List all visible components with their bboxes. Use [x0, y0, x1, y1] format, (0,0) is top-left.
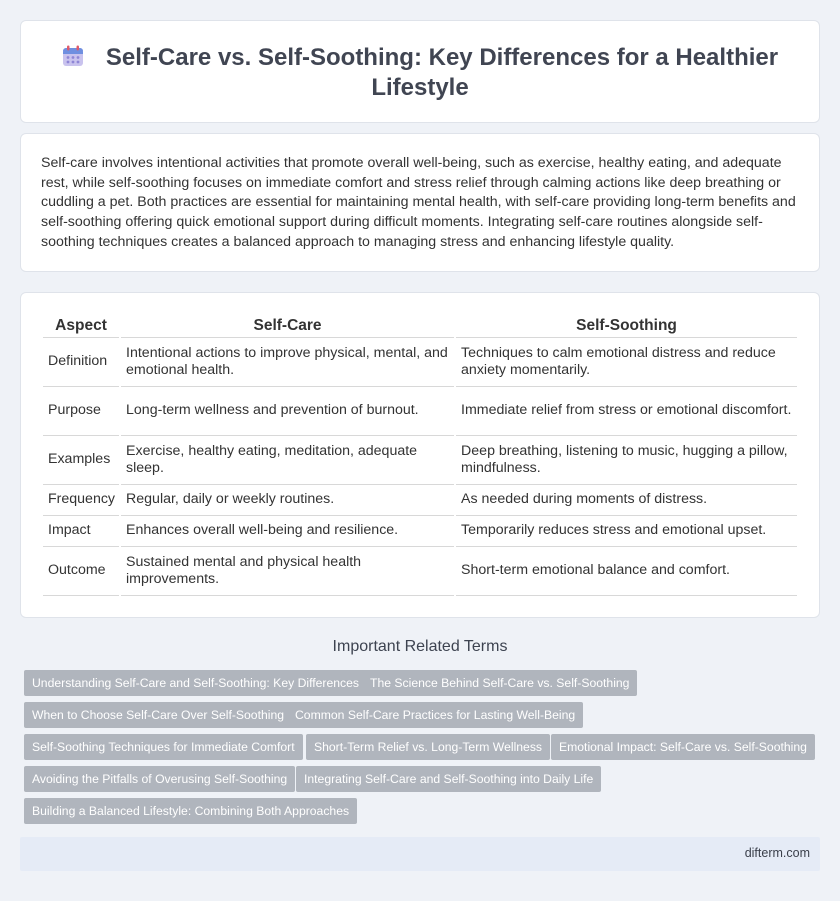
- comparison-table: [41, 315, 799, 596]
- row-aspect: Outcome: [43, 547, 119, 596]
- row-self-soothing: As needed during moments of distress.: [456, 485, 797, 516]
- header-aspect: Aspect: [43, 315, 119, 338]
- comparison-card: [20, 292, 820, 618]
- table-row: [43, 547, 797, 596]
- intro-card: [20, 133, 820, 272]
- row-self-care: Intentional actions to improve physical, mental, and emotional health.: [121, 338, 454, 387]
- table-row: [43, 516, 797, 547]
- table-row: [43, 436, 797, 485]
- related-terms-heading: Important Related Terms: [332, 638, 508, 655]
- title-line-1: Self-Care vs. Self-Soothing: Key Differences for a Healthier: [105, 44, 779, 71]
- related-term-link[interactable]: Common Self-Care Practices for Lasting Well-Being: [287, 702, 583, 728]
- related-term-link[interactable]: When to Choose Self-Care Over Self-Soothing: [24, 702, 292, 728]
- related-term-link[interactable]: Understanding Self-Care and Self-Soothing: Key Differences: [24, 670, 367, 696]
- row-self-soothing: Temporarily reduces stress and emotional upset.: [456, 516, 797, 547]
- related-term-link[interactable]: The Science Behind Self-Care vs. Self-Soothing: [362, 670, 637, 696]
- row-self-soothing: Deep breathing, listening to music, hugging a pillow, mindfulness.: [456, 436, 797, 485]
- row-self-care: Enhances overall well-being and resilience.: [121, 516, 454, 547]
- related-term-link[interactable]: Short-Term Relief vs. Long-Term Wellness: [306, 734, 550, 760]
- calendar-icon: [62, 45, 84, 67]
- header-self-care: Self-Care: [121, 315, 454, 338]
- row-self-soothing: Immediate relief from stress or emotional discomfort.: [456, 387, 797, 436]
- row-aspect: Impact: [43, 516, 119, 547]
- page-title: [21, 43, 819, 103]
- table-row: [43, 338, 797, 387]
- table-row: [43, 485, 797, 516]
- row-self-care: Sustained mental and physical health improvements.: [121, 547, 454, 596]
- related-term-link[interactable]: Emotional Impact: Self-Care vs. Self-Soothing: [551, 734, 815, 760]
- title-card: [20, 20, 820, 123]
- related-term-link[interactable]: Self-Soothing Techniques for Immediate Comfort: [24, 734, 303, 760]
- row-self-care: Exercise, healthy eating, meditation, adequate sleep.: [121, 436, 454, 485]
- row-self-care: Long-term wellness and prevention of burnout.: [121, 387, 454, 436]
- table-header-row: [43, 315, 797, 338]
- row-aspect: Frequency: [43, 485, 119, 516]
- footer: [20, 837, 820, 871]
- row-self-soothing: Short-term emotional balance and comfort.: [456, 547, 797, 596]
- title-line-2: Lifestyle: [371, 74, 469, 101]
- row-aspect: Examples: [43, 436, 119, 485]
- row-self-care: Regular, daily or weekly routines.: [121, 485, 454, 516]
- row-self-soothing: Techniques to calm emotional distress and reduce anxiety momentarily.: [456, 338, 797, 387]
- intro-paragraph: Self-care involves intentional activities that promote overall well-being, such as exercise, healthy eating, and adequate rest, while self-soothing focuses on immediate comfort and stress relief through calming actions like deep breathing or cuddling a pet. Both practices are essential for maintaining mental health, with self-care providing long-term benefits and self-soothing offering quick emotional support during difficult moments. Integrating self-care routines alongside self-soothing techniques creates a balanced approach to managing stress and enhancing lifestyle quality.: [41, 155, 796, 250]
- row-aspect: Definition: [43, 338, 119, 387]
- table-row: [43, 387, 797, 436]
- footer-site-link[interactable]: difterm.com: [744, 846, 810, 860]
- related-term-link[interactable]: Integrating Self-Care and Self-Soothing into Daily Life: [296, 766, 601, 792]
- related-term-link[interactable]: Building a Balanced Lifestyle: Combining Both Approaches: [24, 798, 357, 824]
- related-term-link[interactable]: Avoiding the Pitfalls of Overusing Self-Soothing: [24, 766, 295, 792]
- header-self-soothing: Self-Soothing: [456, 315, 797, 338]
- row-aspect: Purpose: [43, 387, 119, 436]
